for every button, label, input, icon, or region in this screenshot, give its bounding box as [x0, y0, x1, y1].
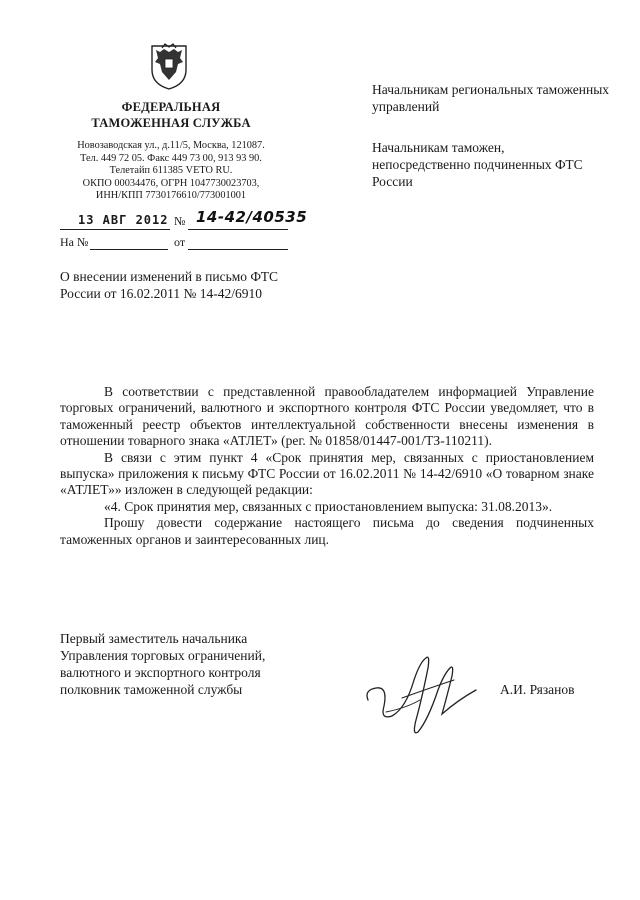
position-line-2: Управления торговых ограничений,	[60, 648, 266, 663]
number-underline	[188, 229, 288, 230]
body-paragraph-2: В связи с этим пункт 4 «Срок принятия мер, связанных с приостановлением выпуска» приложения к письму ФТС России от 16.02.2011 № 14-42/6910 «О товарном знаке «АТЛЕТ»» изложен в следующей редакции:	[60, 449, 594, 498]
org-name-line1: ФЕДЕРАЛЬНАЯ	[121, 100, 221, 114]
letter-subject: О внесении изменений в письмо ФТС России от 16.02.2011 № 14-42/6910	[60, 269, 279, 301]
org-phones: Тел. 449 72 05. Факс 449 73 00, 913 93 90.	[80, 152, 262, 164]
registration-date-stamp: 13 АВГ 2012	[78, 213, 169, 227]
org-inn-kpp: ИНН/КПП 7730176610/773001001	[95, 190, 247, 202]
letter-body	[60, 384, 594, 548]
body-paragraph-1: В соответствии с представленной правообладателем информацией Управление торговых ограничений, валютного и экспортного контроля ФТС России уведомляет, что в таможенный реестр объектов интеллектуальной собственности внесены изменения в отношении товарного знака «АТЛЕТ» (рег. № 01858/01447-001/ТЗ-110211).	[60, 384, 594, 449]
reply-number-blank	[90, 249, 168, 250]
signatory-name: А.И. Рязанов	[500, 682, 575, 697]
registration-number: 14-42/40535	[196, 208, 308, 226]
position-line-4: полковник таможенной службы	[60, 682, 243, 697]
org-address: Новозаводская ул., д.11/5, Москва, 121087.	[77, 140, 265, 151]
reply-date-blank	[188, 249, 288, 250]
body-paragraph-3: «4. Срок принятия мер, связанных с приостановлением выпуска: 31.08.2013».	[104, 498, 553, 514]
reply-date-label: от	[174, 235, 186, 249]
position-line-1: Первый заместитель начальника	[60, 631, 248, 646]
date-underline	[60, 229, 170, 230]
position-line-3: валютного и экспортного контроля	[60, 665, 261, 680]
addressee-customs: Начальникам таможен, непосредственно подчиненных ФТС России	[372, 140, 583, 189]
addressee-regional: Начальникам региональных таможенных управлений	[372, 82, 610, 114]
coat-of-arms-emblem	[148, 40, 190, 90]
body-paragraph-4: Прошу довести содержание настоящего письма до сведения подчиненных таможенных органов и заинтересованных лиц.	[60, 515, 594, 547]
signatory-position	[60, 630, 340, 698]
reply-number-label: На №	[60, 235, 89, 249]
org-teletype: Телетайп 611385 VETO RU.	[109, 165, 233, 177]
letterhead-contacts	[60, 140, 282, 203]
org-name-line2: ТАМОЖЕННАЯ СЛУЖБА	[91, 116, 251, 130]
handwritten-signature	[362, 650, 482, 742]
org-okpo-ogrn: ОКПО 00034476, ОГРН 1047730023703,	[82, 177, 260, 189]
registration-number-label: №	[174, 214, 186, 228]
